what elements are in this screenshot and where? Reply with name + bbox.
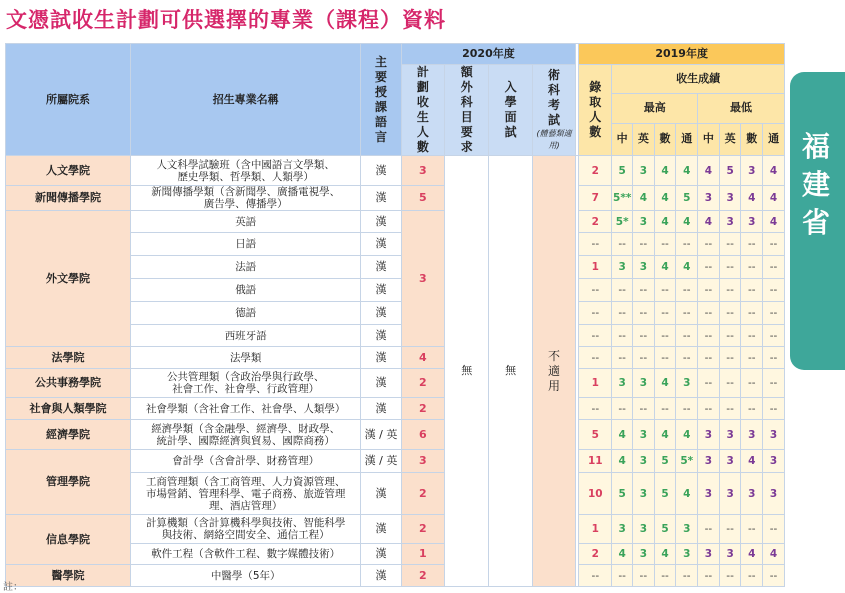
table-row <box>6 515 785 544</box>
highest-score-1: 3 <box>633 544 655 565</box>
highest-score-0: 4 <box>612 420 633 450</box>
lang-cell: 漢 <box>361 279 401 302</box>
major-cell: 計算機類（含計算機科學與技術、智能科學 與技術、網絡空間安全、通信工程） <box>131 515 361 544</box>
highest-score-1: 3 <box>633 369 655 398</box>
lowest-score-3: -- <box>763 565 785 587</box>
highest-score-3: 4 <box>676 473 698 515</box>
highest-score-0: 5 <box>612 473 633 515</box>
highest-score-2: -- <box>654 325 676 347</box>
table-row <box>6 156 785 186</box>
table-row <box>6 450 785 473</box>
highest-score-0: 3 <box>612 369 633 398</box>
lowest-score-2: -- <box>741 347 763 369</box>
highest-score-1: -- <box>633 347 655 369</box>
header-2019: 2019年度 <box>579 44 785 65</box>
lowest-score-3: -- <box>763 398 785 420</box>
header-dept: 所屬院系 <box>6 44 131 156</box>
lowest-score-3: -- <box>763 256 785 279</box>
lowest-score-2: 4 <box>741 450 763 473</box>
table-row <box>6 420 785 450</box>
highest-score-2: 5 <box>654 515 676 544</box>
highest-score-3: 4 <box>676 211 698 233</box>
major-cell: 軟件工程（含軟件工程、數字媒體技術） <box>131 544 361 565</box>
highest-score-0: 4 <box>612 544 633 565</box>
lowest-score-2: 4 <box>741 544 763 565</box>
lowest-score-3: -- <box>763 233 785 256</box>
highest-score-2: 4 <box>654 211 676 233</box>
lang-cell: 漢 <box>361 156 401 186</box>
highest-score-3: 3 <box>676 544 698 565</box>
highest-score-1: 4 <box>633 186 655 211</box>
major-cell: 法語 <box>131 256 361 279</box>
lowest-score-1: 3 <box>719 211 741 233</box>
lowest-score-3: 4 <box>763 544 785 565</box>
lang-cell: 漢 <box>361 473 401 515</box>
plan-cell: 4 <box>401 347 444 369</box>
highest-score-1: 3 <box>633 211 655 233</box>
highest-score-1: -- <box>633 565 655 587</box>
lowest-score-2: 3 <box>741 156 763 186</box>
lowest-score-2: -- <box>741 302 763 325</box>
highest-score-3: -- <box>676 233 698 256</box>
lowest-score-3: -- <box>763 369 785 398</box>
major-cell: 公共管理類（含政治學與行政學、 社會工作、社會學、行政管理） <box>131 369 361 398</box>
major-cell: 法學類 <box>131 347 361 369</box>
highest-score-2: -- <box>654 347 676 369</box>
plan-cell: 2 <box>401 565 444 587</box>
lowest-score-3: -- <box>763 279 785 302</box>
lowest-score-0: -- <box>698 256 720 279</box>
highest-score-1: -- <box>633 233 655 256</box>
lowest-score-0: -- <box>698 515 720 544</box>
highest-score-0: -- <box>612 347 633 369</box>
lowest-score-3: -- <box>763 325 785 347</box>
dept-cell: 社會與人類學院 <box>6 398 131 420</box>
plan-cell: 2 <box>401 398 444 420</box>
admitted-cell: 1 <box>579 369 612 398</box>
admitted-cell: -- <box>579 325 612 347</box>
highest-score-2: 4 <box>654 544 676 565</box>
admitted-cell: 10 <box>579 473 612 515</box>
highest-score-3: -- <box>676 565 698 587</box>
lowest-score-2: -- <box>741 233 763 256</box>
lowest-score-0: 3 <box>698 450 720 473</box>
highest-score-3: 4 <box>676 256 698 279</box>
highest-score-0: -- <box>612 279 633 302</box>
highest-score-3: 4 <box>676 156 698 186</box>
highest-score-2: -- <box>654 565 676 587</box>
plan-cell: 2 <box>401 369 444 398</box>
lowest-score-1: -- <box>719 256 741 279</box>
admitted-cell: -- <box>579 398 612 420</box>
admitted-cell: -- <box>579 565 612 587</box>
lowest-score-0: 4 <box>698 211 720 233</box>
page-title: 文憑試收生計劃可供選擇的專業（課程）資料 <box>6 8 446 32</box>
lowest-score-1: -- <box>719 233 741 256</box>
admitted-cell: 7 <box>579 186 612 211</box>
highest-score-0: -- <box>612 302 633 325</box>
lowest-score-0: -- <box>698 347 720 369</box>
header-highest-1: 英 <box>633 123 655 156</box>
highest-score-1: -- <box>633 325 655 347</box>
lowest-score-2: 3 <box>741 473 763 515</box>
lowest-score-2: -- <box>741 279 763 302</box>
dept-cell: 信息學院 <box>6 515 131 565</box>
admission-table <box>5 43 785 587</box>
highest-score-2: 4 <box>654 156 676 186</box>
lowest-score-2: 3 <box>741 211 763 233</box>
header-extra: 額 外 科 目 要 求 <box>445 65 489 156</box>
header-2020: 2020年度 <box>401 44 576 65</box>
highest-score-2: -- <box>654 279 676 302</box>
lang-cell: 漢 <box>361 186 401 211</box>
header-lowest-0: 中 <box>698 123 720 156</box>
lowest-score-0: -- <box>698 279 720 302</box>
lowest-score-3: -- <box>763 347 785 369</box>
lowest-score-3: 4 <box>763 211 785 233</box>
lowest-score-1: -- <box>719 565 741 587</box>
lowest-score-0: -- <box>698 302 720 325</box>
highest-score-3: -- <box>676 302 698 325</box>
admitted-cell: -- <box>579 279 612 302</box>
major-cell: 經濟學類（含金融學、經濟學、財政學、 統計學、國際經濟與貿易、國際商務） <box>131 420 361 450</box>
lowest-score-2: -- <box>741 398 763 420</box>
highest-score-0: 4 <box>612 450 633 473</box>
highest-score-3: -- <box>676 279 698 302</box>
header-highest-0: 中 <box>612 123 633 156</box>
plan-cell: 5 <box>401 186 444 211</box>
major-cell: 中醫學（5年） <box>131 565 361 587</box>
lang-cell: 漢 <box>361 398 401 420</box>
lowest-score-2: 3 <box>741 420 763 450</box>
highest-score-0: 5 <box>612 156 633 186</box>
header-lowest-1: 英 <box>719 123 741 156</box>
lowest-score-3: 3 <box>763 450 785 473</box>
header-lowest: 最低 <box>698 94 785 123</box>
highest-score-2: -- <box>654 233 676 256</box>
highest-score-3: -- <box>676 398 698 420</box>
highest-score-1: -- <box>633 302 655 325</box>
plan-cell: 6 <box>401 420 444 450</box>
highest-score-3: 3 <box>676 369 698 398</box>
major-cell: 會計學（含會計學、財務管理） <box>131 450 361 473</box>
highest-score-0: -- <box>612 233 633 256</box>
highest-score-3: -- <box>676 325 698 347</box>
lang-cell: 漢 <box>361 325 401 347</box>
dept-cell: 醫學院 <box>6 565 131 587</box>
plan-cell: 3 <box>401 156 444 186</box>
highest-score-3: 5 <box>676 186 698 211</box>
lowest-score-0: -- <box>698 398 720 420</box>
lowest-score-1: 3 <box>719 450 741 473</box>
major-cell: 德語 <box>131 302 361 325</box>
highest-score-1: -- <box>633 398 655 420</box>
highest-score-2: 4 <box>654 420 676 450</box>
admitted-cell: 2 <box>579 156 612 186</box>
highest-score-2: 4 <box>654 369 676 398</box>
header-scores: 收生成績 <box>612 65 785 94</box>
dept-cell: 經濟學院 <box>6 420 131 450</box>
plan-cell: 3 <box>401 211 444 347</box>
lang-cell: 漢 <box>361 544 401 565</box>
highest-score-2: -- <box>654 398 676 420</box>
lowest-score-2: 4 <box>741 186 763 211</box>
lang-cell: 漢 <box>361 565 401 587</box>
highest-score-1: 3 <box>633 256 655 279</box>
admitted-cell: 5 <box>579 420 612 450</box>
table-row <box>6 369 785 398</box>
admitted-cell: -- <box>579 347 612 369</box>
highest-score-3: 3 <box>676 515 698 544</box>
highest-score-3: -- <box>676 347 698 369</box>
highest-score-0: -- <box>612 325 633 347</box>
lowest-score-0: 3 <box>698 473 720 515</box>
header-interview: 入 學 面 試 <box>489 65 532 156</box>
dept-cell: 新聞傳播學院 <box>6 186 131 211</box>
header-plan: 計 劃 收 生 人 數 <box>401 65 444 156</box>
interview-cell: 無 <box>489 156 532 587</box>
highest-score-1: 3 <box>633 450 655 473</box>
highest-score-2: 4 <box>654 186 676 211</box>
lowest-score-1: -- <box>719 302 741 325</box>
plan-cell: 2 <box>401 473 444 515</box>
dept-cell: 外文學院 <box>6 211 131 347</box>
lowest-score-0: -- <box>698 325 720 347</box>
footnote: 註： <box>3 582 23 593</box>
highest-score-0: 3 <box>612 256 633 279</box>
major-cell: 西班牙語 <box>131 325 361 347</box>
header-highest: 最高 <box>612 94 698 123</box>
highest-score-0: 5* <box>612 211 633 233</box>
lowest-score-0: 3 <box>698 420 720 450</box>
admitted-cell: 2 <box>579 211 612 233</box>
highest-score-1: 3 <box>633 515 655 544</box>
dept-cell: 公共事務學院 <box>6 369 131 398</box>
dept-cell: 人文學院 <box>6 156 131 186</box>
table-row <box>6 398 785 420</box>
lowest-score-2: -- <box>741 256 763 279</box>
header-art-note: (體藝類適用) <box>536 129 572 150</box>
header-highest-3: 通 <box>676 123 698 156</box>
lang-cell: 漢 <box>361 369 401 398</box>
lowest-score-2: -- <box>741 325 763 347</box>
lowest-score-2: -- <box>741 515 763 544</box>
highest-score-3: 5* <box>676 450 698 473</box>
lowest-score-3: 3 <box>763 420 785 450</box>
lang-cell: 漢 <box>361 302 401 325</box>
lowest-score-3: -- <box>763 302 785 325</box>
plan-cell: 3 <box>401 450 444 473</box>
lowest-score-3: -- <box>763 515 785 544</box>
highest-score-0: 5** <box>612 186 633 211</box>
lowest-score-1: 3 <box>719 473 741 515</box>
header-lowest-3: 通 <box>763 123 785 156</box>
header-major: 招生專業名稱 <box>131 44 361 156</box>
lowest-score-1: -- <box>719 369 741 398</box>
lang-cell: 漢 <box>361 256 401 279</box>
dept-cell: 法學院 <box>6 347 131 369</box>
major-cell: 新聞傳播學類（含新聞學、廣播電視學、 廣告學、傳播學） <box>131 186 361 211</box>
lowest-score-0: -- <box>698 565 720 587</box>
lang-cell: 漢 / 英 <box>361 420 401 450</box>
major-cell: 英語 <box>131 211 361 233</box>
highest-score-2: 5 <box>654 450 676 473</box>
admitted-cell: -- <box>579 302 612 325</box>
header-highest-2: 數 <box>654 123 676 156</box>
lang-cell: 漢 / 英 <box>361 450 401 473</box>
major-cell: 工商管理類（含工商管理、人力資源管理、 市場營銷、管理科學、電子商務、旅遊管理 理、酒店管理） <box>131 473 361 515</box>
major-cell: 日語 <box>131 233 361 256</box>
lowest-score-1: 3 <box>719 186 741 211</box>
plan-cell: 2 <box>401 515 444 544</box>
lowest-score-2: -- <box>741 369 763 398</box>
table-row <box>6 186 785 211</box>
lang-cell: 漢 <box>361 347 401 369</box>
highest-score-0: -- <box>612 398 633 420</box>
highest-score-0: 3 <box>612 515 633 544</box>
lowest-score-3: 4 <box>763 156 785 186</box>
admitted-cell: -- <box>579 233 612 256</box>
highest-score-0: -- <box>612 565 633 587</box>
highest-score-1: 3 <box>633 156 655 186</box>
header-admitted: 錄 取 人 數 <box>579 65 612 156</box>
lowest-score-0: 3 <box>698 186 720 211</box>
dept-cell: 管理學院 <box>6 450 131 515</box>
table-row <box>6 565 785 587</box>
lowest-score-0: -- <box>698 233 720 256</box>
highest-score-1: 3 <box>633 473 655 515</box>
admitted-cell: 2 <box>579 544 612 565</box>
header-lowest-2: 數 <box>741 123 763 156</box>
province-side-tab-text: 福 建 省 <box>801 130 830 239</box>
lowest-score-1: -- <box>719 325 741 347</box>
major-cell: 人文科學試驗班（含中國語言文學類、 歷史學類、哲學類、人類學） <box>131 156 361 186</box>
highest-score-1: -- <box>633 279 655 302</box>
highest-score-2: 5 <box>654 473 676 515</box>
admitted-cell: 11 <box>579 450 612 473</box>
table-row <box>6 347 785 369</box>
art-cell: 不 適 用 <box>532 156 575 587</box>
lowest-score-0: 3 <box>698 544 720 565</box>
plan-cell: 1 <box>401 544 444 565</box>
lowest-score-1: -- <box>719 347 741 369</box>
lang-cell: 漢 <box>361 233 401 256</box>
lowest-score-1: 5 <box>719 156 741 186</box>
lowest-score-3: 4 <box>763 186 785 211</box>
major-cell: 社會學類（含社會工作、社會學、人類學） <box>131 398 361 420</box>
highest-score-2: -- <box>654 302 676 325</box>
lowest-score-1: -- <box>719 398 741 420</box>
extra-cell: 無 <box>445 156 489 587</box>
lowest-score-3: 3 <box>763 473 785 515</box>
header-art: 術 科 考 試 (體藝類適用) <box>532 65 575 156</box>
admitted-cell: 1 <box>579 256 612 279</box>
lang-cell: 漢 <box>361 211 401 233</box>
lowest-score-0: -- <box>698 369 720 398</box>
lowest-score-2: -- <box>741 565 763 587</box>
lowest-score-1: -- <box>719 279 741 302</box>
header-lang: 主 要 授 課 語 言 <box>361 44 401 156</box>
lowest-score-0: 4 <box>698 156 720 186</box>
highest-score-3: 4 <box>676 420 698 450</box>
lowest-score-1: 3 <box>719 544 741 565</box>
highest-score-2: 4 <box>654 256 676 279</box>
lowest-score-1: -- <box>719 515 741 544</box>
highest-score-1: 3 <box>633 420 655 450</box>
lang-cell: 漢 <box>361 515 401 544</box>
table-row <box>6 211 785 233</box>
major-cell: 俄語 <box>131 279 361 302</box>
lowest-score-1: 3 <box>719 420 741 450</box>
admitted-cell: 1 <box>579 515 612 544</box>
